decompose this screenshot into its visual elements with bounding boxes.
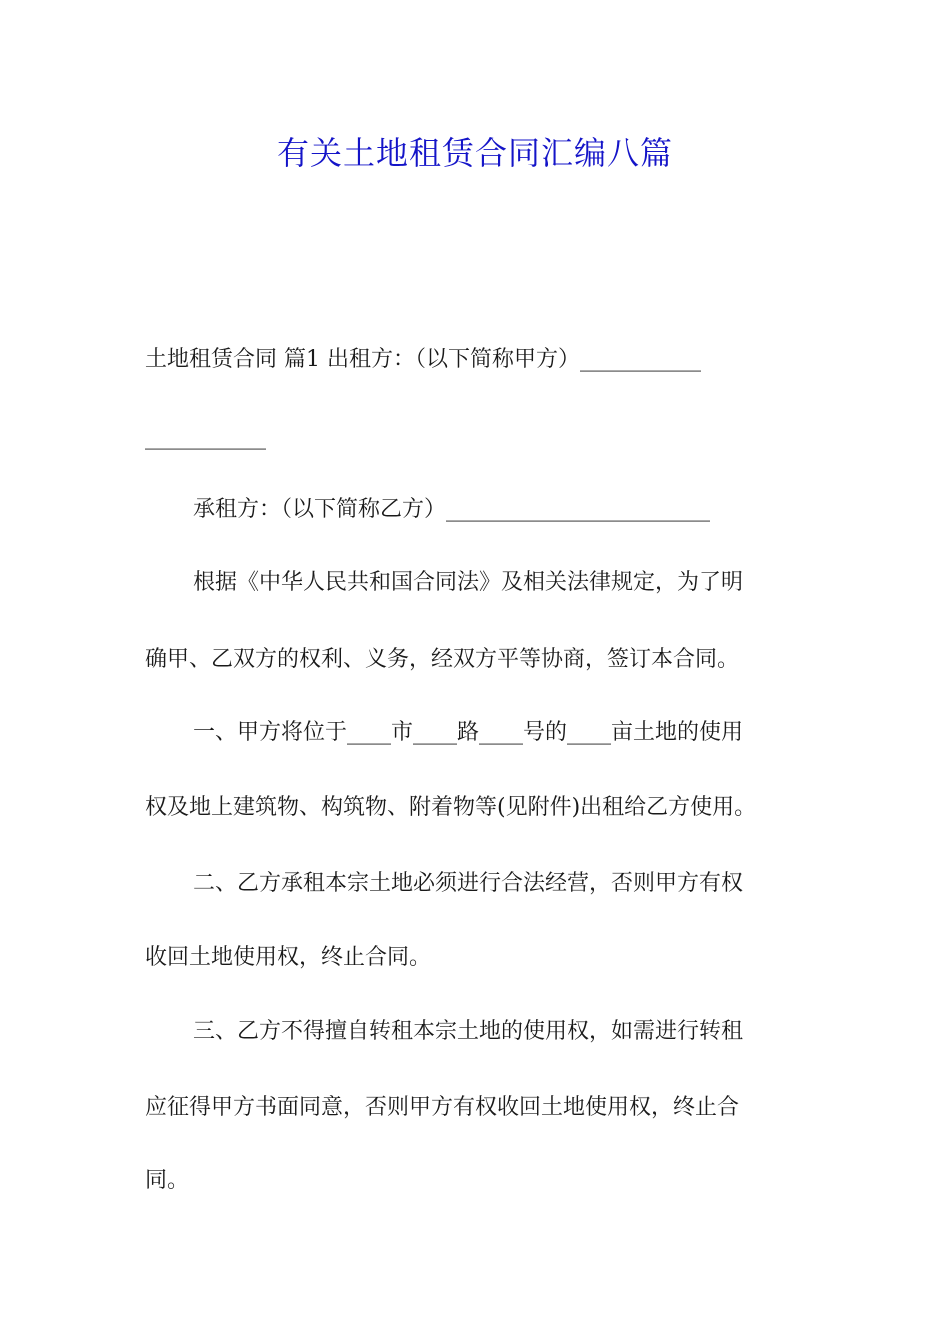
- text-line-clause-2a: 二、乙方承租本宗土地必须进行合法经营，否则甲方有权: [193, 871, 744, 896]
- text-line-preamble-2: 确甲、乙双方的权利、义务，经双方平等协商，签订本合同。: [145, 647, 740, 672]
- text-line-preamble-1: 根据《中华人民共和国合同法》及相关法律规定，为了明: [193, 570, 744, 595]
- text-line-lessee: 承租方：（以下简称乙方）________________________: [193, 497, 711, 522]
- text-line-contract-heading: 土地租赁合同 篇1 出租方：（以下简称甲方）___________: [145, 347, 701, 372]
- text-line-blank-continuation: ___________: [145, 425, 266, 450]
- text-line-clause-2b: 收回土地使用权，终止合同。: [145, 945, 432, 970]
- text-line-clause-1a: 一、甲方将位于____市____路____号的____亩土地的使用: [193, 720, 744, 745]
- text-line-clause-3a: 三、乙方不得擅自转租本宗土地的使用权，如需进行转租: [193, 1019, 744, 1044]
- text-line-clause-3b: 应征得甲方书面同意，否则甲方有权收回土地使用权，终止合: [145, 1095, 740, 1120]
- text-line-clause-1b: 权及地上建筑物、构筑物、附着物等(见附件)出租给乙方使用。: [145, 795, 757, 820]
- text-line-clause-3c: 同。: [145, 1168, 190, 1193]
- document-title: 有关土地租赁合同汇编八篇: [276, 134, 673, 172]
